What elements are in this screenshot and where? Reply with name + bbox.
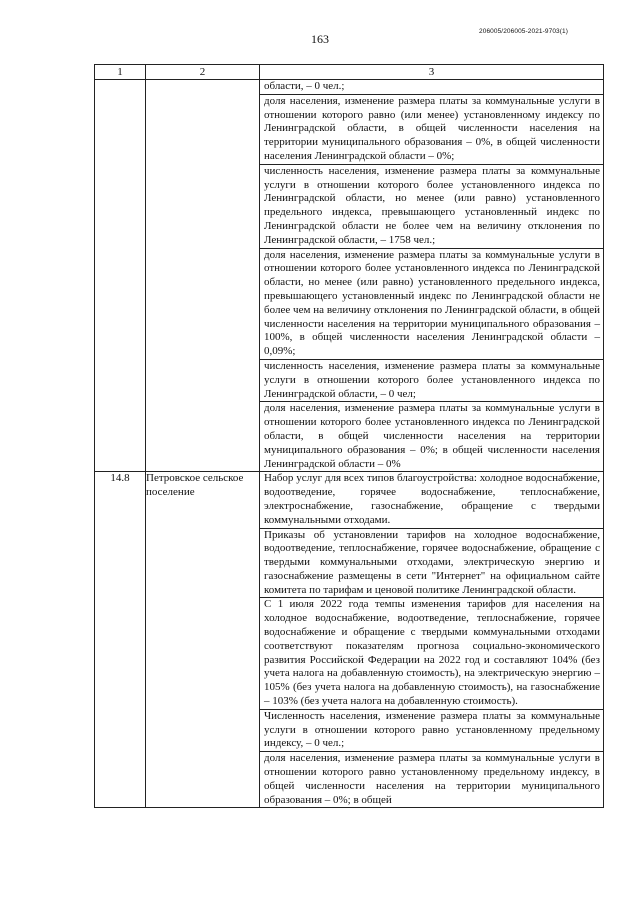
paragraph: численность населения, изменение размера платы за коммунальные услуги в отношении которого более установленного индекса по Ленинградской области, но менее (или равно) установленного предельного индекса, превышающего установленный индекс по Ленинградской области не более чем на величину отклонения по Ленинградской области, – 1758 чел.;	[260, 165, 603, 249]
paragraph: численность населения, изменение размера платы за коммунальные услуги в отношении которого более установленного индекса по Ленинградской области, – 0 чел;	[260, 360, 603, 402]
document-id: 206005/206005-2021-9703(1)	[479, 28, 568, 35]
row-name-cell	[146, 80, 260, 472]
settlement-name: Петровское сельское поселение	[146, 472, 260, 808]
row-details-cell	[260, 80, 604, 472]
paragraph: доля населения, изменение размера платы за коммунальные услуги в отношении которого равно установленному предельному индексу, в общей численности населения на территории муниципального образования – 0%; в общей	[264, 752, 600, 806]
col-header-2: 2	[146, 65, 260, 80]
page-number: 163	[311, 32, 329, 46]
row-details-cell	[260, 472, 604, 808]
paragraph: Численность населения, изменение размера платы за коммунальные услуги в отношении которого равно установленному предельному индексу, – 0 чел.;	[260, 710, 603, 752]
row-number-cell	[95, 472, 146, 808]
paragraph: Набор услуг для всех типов благоустройства: холодное водоснабжение, водоотведение, горячее водоснабжение, теплоснабжение, электроснабжение, газоснабжение, обращение с твердыми коммунальными отходами.	[260, 472, 603, 528]
paragraph: доля населения, изменение размера платы за коммунальные услуги в отношении которого равно (или менее) установленному индексу по Ленинградской области, в общей численности населения на территории муниципального образования – 0%, в общей численности населения Ленинградской области – 0%;	[260, 95, 603, 165]
col-header-1: 1	[95, 65, 146, 80]
table-header-row	[95, 65, 604, 80]
table-row-continuation	[95, 80, 604, 472]
row-number: 14.8	[110, 472, 130, 485]
paragraph: доля населения, изменение размера платы за коммунальные услуги в отношении которого более установленного индекса по Ленинградской области, но менее (или равно) установленного предельного индекса, превышающего установленный индекс по Ленинградской области не более чем на величину отклонения по Ленинградской области, в общей численности населения на территории муниципального образования – 100%, в общей численности населения Ленинградской области – 0,09%;	[260, 249, 603, 360]
paragraph: доля населения, изменение размера платы за коммунальные услуги в отношении которого более установленного индекса по Ленинградской области, в общей численности населения на территории муниципального образования – 0%; в общей численности населения Ленинградской области – 0%	[264, 402, 600, 470]
table-row-14-8	[95, 472, 604, 808]
paragraph: области, – 0 чел.;	[260, 80, 603, 95]
paragraph: С 1 июля 2022 года темпы изменения тарифов для населения на холодное водоснабжение, водоотведение, теплоснабжение, горячее водоснабжение и обращение с твердыми коммунальными отходами соответствуют показателям прогноза социально-экономического развития Российской Федерации на 2022 год и составляют 104% (без учета налога на добавленную стоимость), на электрическую энергию – 105% (без учета налога на добавленную стоимость), на газоснабжение – 103% (без учета налога на добавленную стоимость).	[260, 598, 603, 709]
row-number-cell	[95, 80, 146, 472]
services-table	[94, 64, 604, 808]
col-header-3: 3	[260, 65, 604, 80]
paragraph: Приказы об установлении тарифов на холодное водоснабжение, водоотведение, теплоснабжение, горячее водоснабжение, обращение с твердыми коммунальными отходами, электрическую энергию и газоснабжение размещены в сети "Интернет" на официальном сайте комитета по тарифам и ценовой политике Ленинградской области.	[260, 529, 603, 599]
